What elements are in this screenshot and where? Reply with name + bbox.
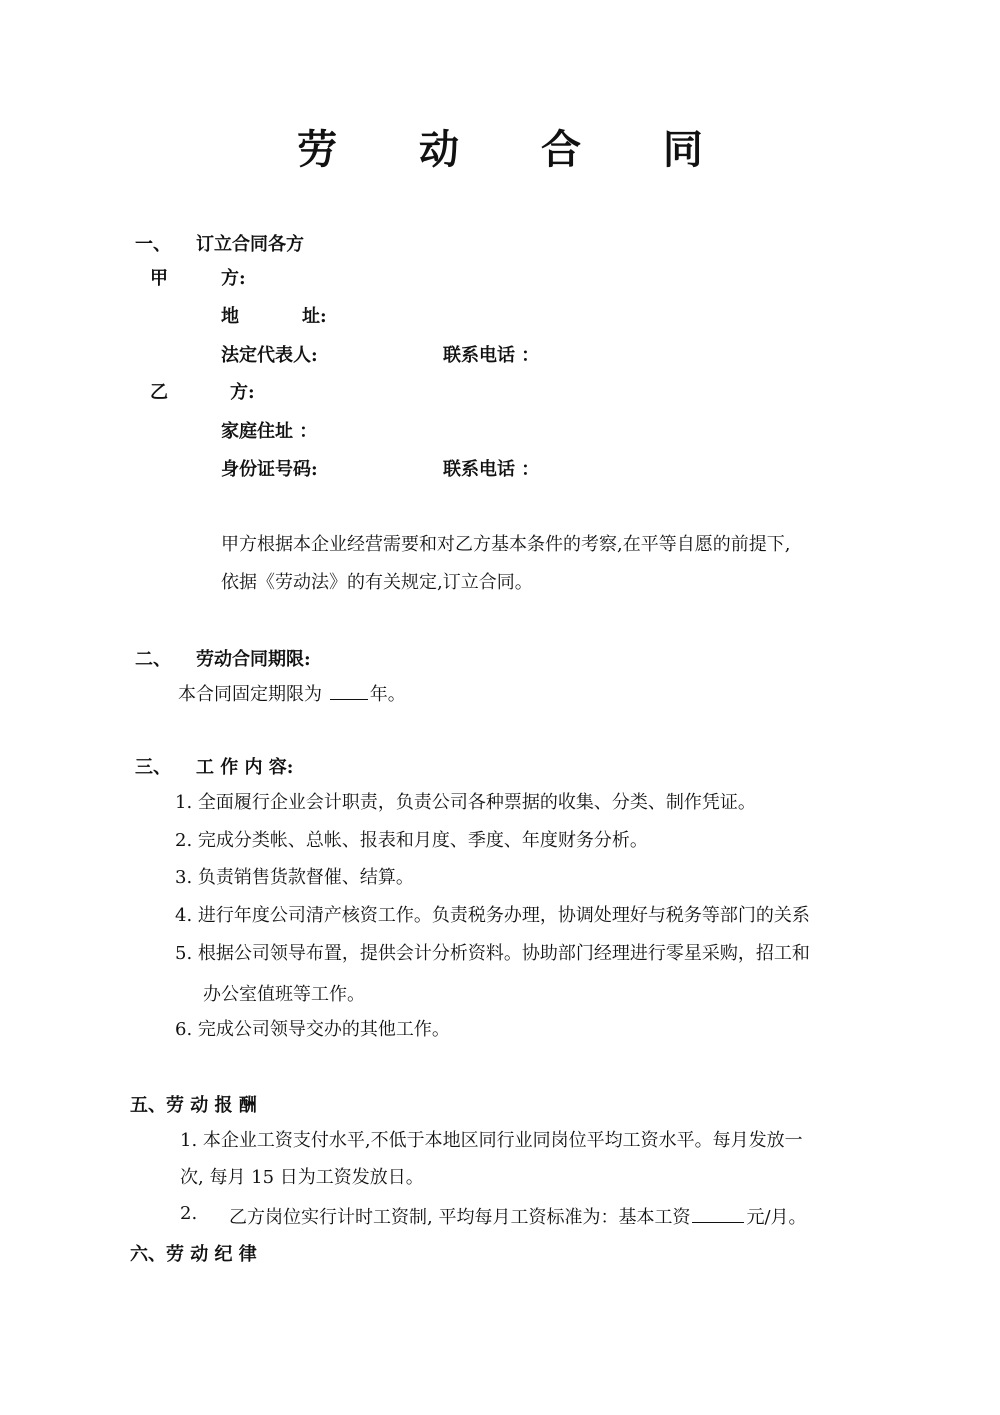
job-duty-item: 2. 完成分类帐、总帐、报表和月度、季度、年度财务分析。 (175, 830, 648, 851)
id-number-label: 身份证号码: (221, 459, 318, 480)
job-duty-item: 3. 负责销售货款督催、结算。 (175, 867, 414, 888)
salary-item-2-before: 乙方岗位实行计时工资制, 平均每月工资标准为：基本工资 (229, 1207, 691, 1228)
salary-item-1-line-2: 次, 每月 15 日为工资发放日。 (180, 1167, 424, 1188)
party-a-phone-label: 联系电话 ： (443, 345, 540, 366)
section-6-heading: 六、劳 动 纪 律 (130, 1244, 257, 1265)
job-duty-item-continuation: 办公室值班等工作。 (203, 984, 365, 1005)
document-title: 劳 动 合 同 (297, 126, 737, 173)
salary-item-2-after: 元/月。 (746, 1207, 807, 1228)
job-duty-item: 1. 全面履行企业会计职责，负责公司各种票据的收集、分类、制作凭证。 (175, 792, 756, 813)
section-2-heading: 劳动合同期限: (196, 649, 311, 670)
party-a-address-label-2: 址: (302, 306, 327, 327)
intro-paragraph-line-2: 依据《劳动法》的有关规定,订立合同。 (221, 572, 533, 593)
salary-item-2-text (229, 1203, 807, 1229)
section-3-number: 三、 (135, 757, 171, 778)
party-b-phone-label: 联系电话 ： (443, 459, 540, 480)
section-5-heading: 五、劳 动 报 酬 (130, 1095, 257, 1116)
home-address-label: 家庭住址 ： (221, 421, 318, 442)
section-3-heading: 工 作 内 容: (196, 757, 294, 778)
section-1-heading: 订立合同各方 (196, 234, 304, 255)
party-a-label-1: 甲 (150, 268, 168, 289)
party-a-address-label-1: 地 (221, 306, 239, 327)
party-a-label-2: 方: (221, 268, 246, 289)
section-2-number: 二、 (135, 649, 171, 670)
contract-term-text-after: 年。 (369, 684, 406, 705)
term-years-blank (330, 681, 368, 700)
job-duty-item: 6. 完成公司领导交办的其他工作。 (175, 1019, 450, 1040)
job-duty-item: 5. 根据公司领导布置，提供会计分析资料。协助部门经理进行零星采购，招工和 (175, 943, 810, 964)
intro-paragraph-line-1: 甲方根据本企业经营需要和对乙方基本条件的考察,在平等自愿的前提下, (221, 534, 791, 555)
contract-term-text (178, 680, 406, 706)
contract-term-text-before: 本合同固定期限为 (178, 684, 322, 705)
salary-item-2-number: 2. (180, 1203, 198, 1224)
party-b-label-2: 方: (230, 382, 255, 403)
job-duty-item: 4. 进行年度公司清产核资工作。负责税务办理，协调处理好与税务等部门的关系 (175, 905, 810, 926)
base-salary-blank (692, 1204, 744, 1223)
legal-representative-label: 法定代表人: (221, 345, 318, 366)
section-1-number: 一、 (135, 234, 171, 255)
party-b-label-1: 乙 (150, 382, 168, 403)
salary-item-1-line-1: 1. 本企业工资支付水平,不低于本地区同行业同岗位平均工资水平。每月发放一 (180, 1130, 803, 1151)
